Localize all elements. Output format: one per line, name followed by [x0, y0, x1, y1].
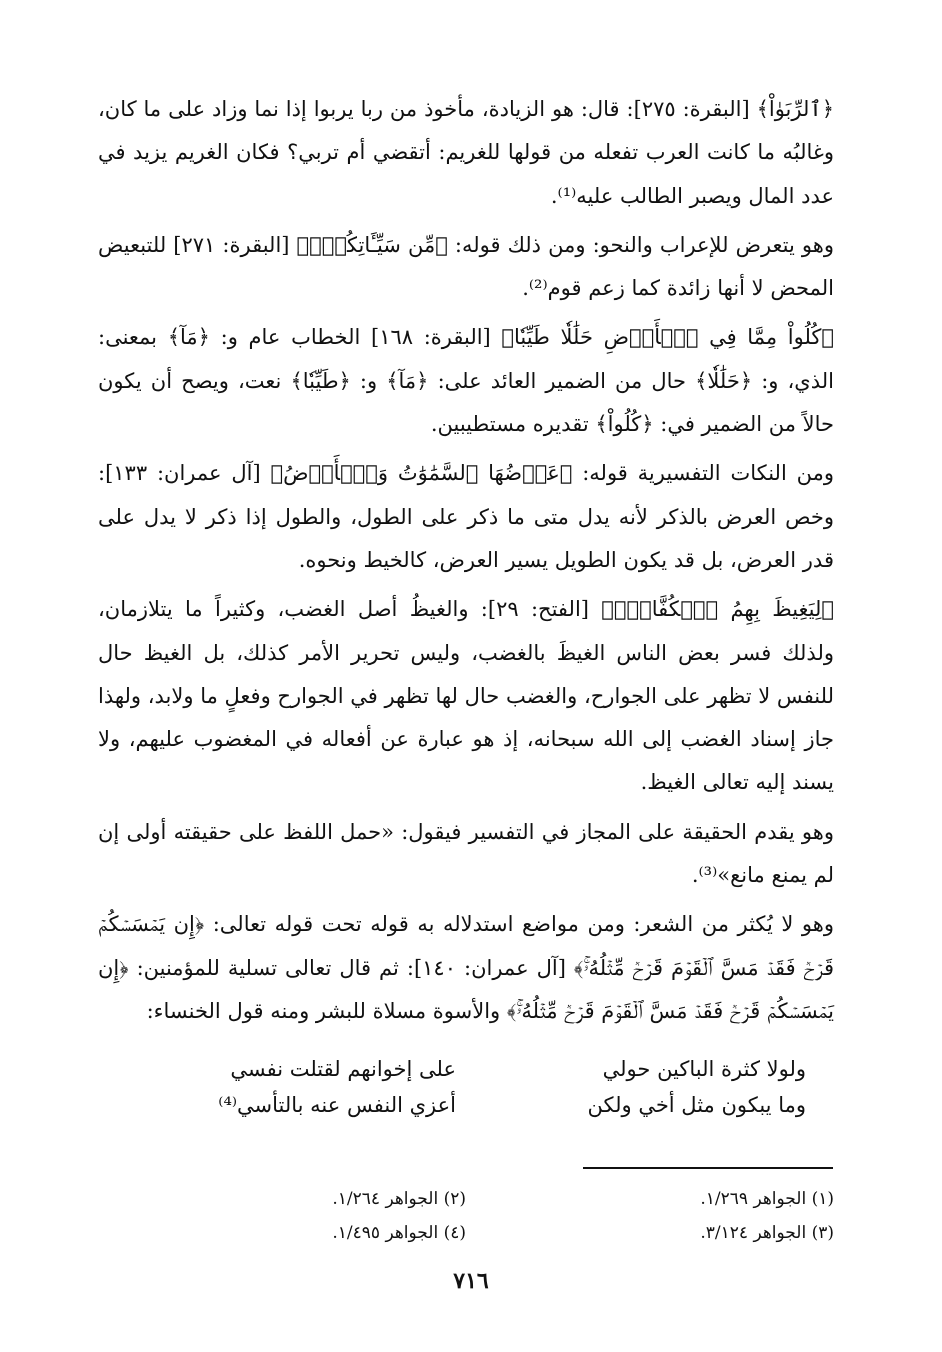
poem-hemistich-second: على إخوانهم لقتلت نفسي: [230, 1057, 456, 1082]
paragraph-kulu: ﴿كُلُواْ مِمَّا فِي ٱلۡأَرۡضِ حَلَٰلٗا طَيِّبٗا﴾ [البقرة: ١٦٨] الخطاب عام و: ﴿مَآ﴾ بمعنى: الذي، و: ﴿حَلَٰلٗا﴾ حال من الضمير العائد على: ﴿مَآ﴾ و: ﴿طَيِّبٗا﴾ نعت، ويصح أن يكون حالاً من الضمير في: ﴿كُلُواْ﴾ تقديره مستطيبين.: [98, 325, 835, 437]
footnote-row: [98, 1182, 834, 1216]
page-number: ٧١٦: [453, 1268, 489, 1294]
footnote-row: [98, 1216, 834, 1250]
paragraph-riba: ﴿ٱلرِّبَوٰاْ﴾ [البقرة: ٢٧٥]: قال: هو الزيادة، مأخوذ من ربا يربوا إذا نما وزاد على ما كان، وغالبُه ما كانت العرب تفعله من قولها للغريم: أتقضي أم تربي؟ فكان الغريم يزيد في عدد المال ويصبر الطالب عليه⁽¹⁾.: [98, 97, 835, 208]
footnote-item: (٤) الجواهر ١/٤٩٥.: [332, 1223, 466, 1243]
poem-line: [98, 1051, 834, 1087]
footnote-item: (٢) الجواهر ١/٢٦٤.: [332, 1189, 466, 1209]
paragraph-shir: وهو لا يُكثر من الشعر: ومن مواضع استدلاله به قوله تحت قوله تعالى: ﴿إِن يَمۡسَسۡكُمۡ قَرۡحٞ فَقَدۡ مَسَّ ٱلۡقَوۡمَ قَرۡحٞ مِّثۡلُهُۥۚ﴾ [آل عمران: ١٤٠]: ثم قال تعالى تسلية للمؤمنين: ﴿إِن يَمۡسَسۡكُمۡ قَرۡحٞ فَقَدۡ مَسَّ ٱلۡقَوۡمَ قَرۡحٞ مِّثۡلُهُۥۚ﴾ والأسوة مسلاة للبشر ومنه قول الخنساء:: [98, 912, 834, 1023]
poem-hemistich-first: ولولا كثرة الباكين حولي: [602, 1057, 806, 1082]
poem-line: [98, 1087, 834, 1123]
footnote-item: (١) الجواهر ١/٢٦٩.: [700, 1189, 834, 1209]
poem: [98, 1051, 834, 1123]
poem-hemistich-second: أعزي النفس عنه بالتأسي⁽⁴⁾: [218, 1093, 456, 1118]
footnote-item: (٣) الجواهر ٣/١٢٤.: [700, 1223, 834, 1243]
poem-hemistich-first: وما يبكون مثل أخي ولكن: [587, 1093, 806, 1118]
paragraph-haqiqa: وهو يقدم الحقيقة على المجاز في التفسير فيقول: «حمل اللفظ على حقيقته أولى إن لم يمنع مانع»⁽³⁾.: [98, 819, 834, 888]
footnotes: [98, 1182, 834, 1250]
paragraph-nukat: ومن النكات التفسيرية قوله: ﴿عَرۡضُهَا ٱلسَّمَٰوَٰتُ وَٱلۡأَرۡضُ﴾ [آل عمران: ١٣٣]: وخص العرض بالذكر لأنه يدل متى ما ذكر على الطول، والطول إذا ذكر لا يدل على قدر العرض، بل قد يكون الطويل يسير العرض، كالخيط ونحوه.: [98, 461, 834, 572]
paragraph-ghaiz: ﴿لِيَغِيظَ بِهِمُ ٱلۡكُفَّارَۗ﴾ [الفتح: ٢٩]: والغيظُ أصل الغضب، وكثيراً ما يتلازمان، ولذلك فسر بعض الناس الغيظَ بالغضب، وليس تحرير الأمر كذلك، بل الغيظ حال للنفس لا تظهر على الجوارح، والغضب حال لها تظهر في الجوارح وفعلٍ ما ولابد، ولهذا جاز إسناد الغضب إلى الله سبحانه، إذ هو عبارة عن أفعاله في المغضوب عليهم، ولا يسند إليه تعالى الغيظ.: [98, 597, 834, 795]
paragraph-irab: وهو يتعرض للإعراب والنحو: ومن ذلك قوله: ﴿مِّن سَيِّـَٔاتِكُمۡۗ﴾ [البقرة: ٢٧١] للتبعيض المحض لا أنها زائدة كما زعم قوم⁽²⁾.: [98, 232, 835, 301]
footnote-separator: [583, 1167, 833, 1169]
page-body: [98, 88, 834, 1123]
